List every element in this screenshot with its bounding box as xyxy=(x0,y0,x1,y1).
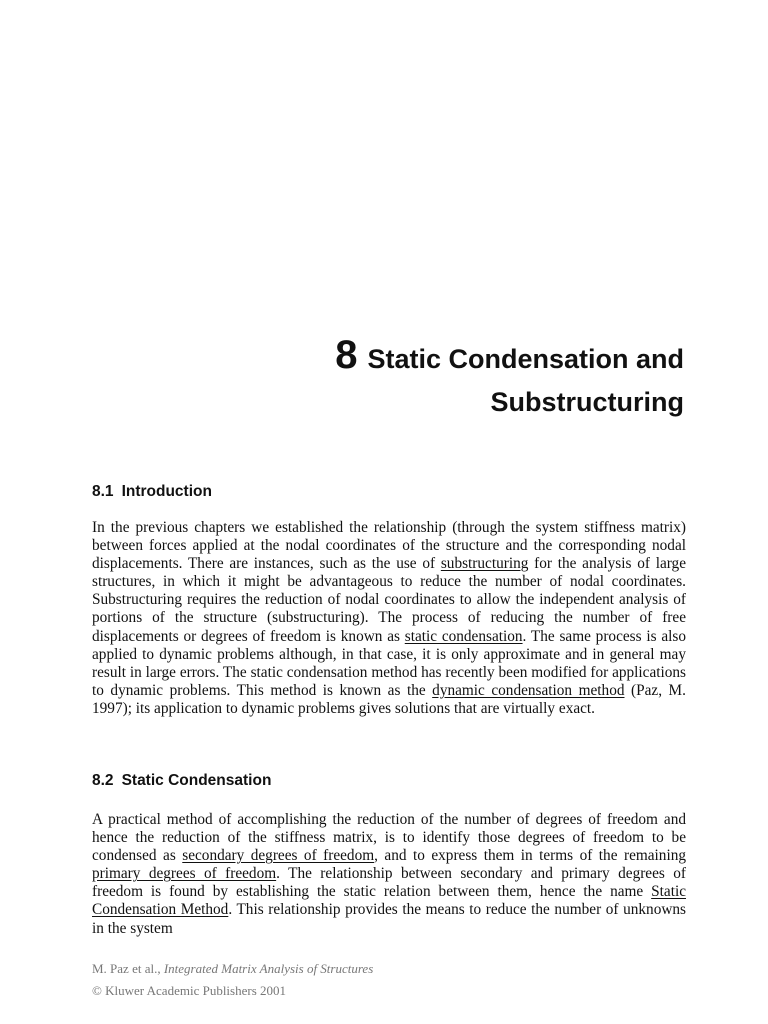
footer-book-title: Integrated Matrix Analysis of Structures xyxy=(163,961,374,976)
section-heading-introduction xyxy=(92,483,212,501)
section-number: 8.2 xyxy=(92,772,114,789)
underlined-term: Static Condensation Method xyxy=(92,883,686,919)
footer-authors: M. Paz et al., xyxy=(92,961,164,976)
text-run: , and to express them in terms of the remaining xyxy=(374,847,686,865)
text-run: . This relationship provides the means to reduce the number of unknowns in the system xyxy=(92,901,686,937)
text-run: for the analysis of large structures, in which it might be advantageous to reduce the number of nodal coordinates. Substructuring requires the reduction of nodal coordinates to allow the independent analysis of portions of the structure (substructuring). The process of reducing the number of free displacements or degrees of freedom is known as xyxy=(92,555,686,645)
underlined-term: secondary degrees of freedom xyxy=(182,847,375,865)
chapter-number: 8 xyxy=(335,333,358,377)
static-condensation-paragraph xyxy=(92,811,686,938)
underlined-term: primary degrees of freedom xyxy=(92,865,277,883)
introduction-paragraph xyxy=(92,519,686,718)
text-run: (Paz, M. 1997); its application to dynamic problems gives solutions that are virtually exact. xyxy=(92,681,686,717)
footer-copyright: © Kluwer Academic Publishers 2001 xyxy=(92,983,287,998)
footer-citation xyxy=(92,961,373,977)
text-run: . The relationship between secondary and primary degrees of freedom is found by establishing the static relation between them, hence the name xyxy=(92,865,687,901)
text-run: . The same process is also applied to dynamic problems although, in that case, it is only approximate and in general may result in large errors. The static condensation method has recently been modified for applications to dynamic problems. This method is known as the xyxy=(92,627,686,699)
text-run: In the previous chapters we established the relationship (through the system stiffness matrix) between forces applied at the nodal coordinates of the structure and the corresponding nodal displacements. There are instances, such as the use of xyxy=(92,519,686,573)
underlined-term: substructuring xyxy=(440,555,529,573)
chapter-title-line2: Substructuring xyxy=(490,387,684,417)
chapter-title-line1: Static Condensation and xyxy=(367,344,684,374)
section-heading-static-condensation xyxy=(92,772,271,790)
underlined-term: dynamic condensation method xyxy=(432,681,625,699)
section-title: Introduction xyxy=(121,483,212,500)
chapter-title xyxy=(124,333,684,426)
section-number: 8.1 xyxy=(92,483,114,500)
section-title: Static Condensation xyxy=(121,772,272,789)
underlined-term: static condensation xyxy=(404,627,523,645)
text-run: A practical method of accomplishing the reduction of the number of degrees of freedom and hence the reduction of the stiffness matrix, is to identify those degrees of freedom to be condensed as xyxy=(92,811,686,865)
